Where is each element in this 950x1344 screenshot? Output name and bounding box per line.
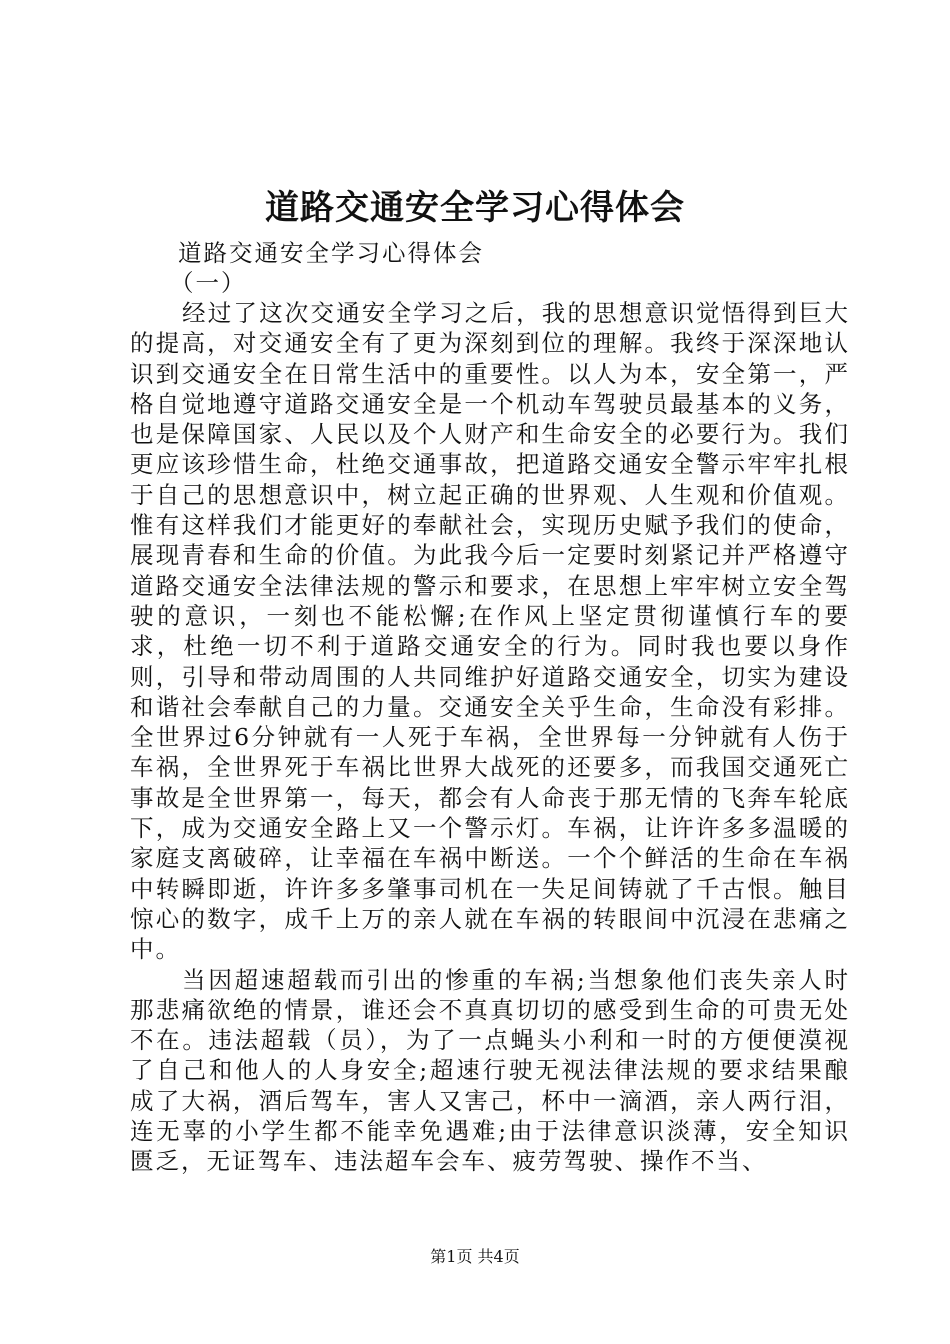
document-body (130, 238, 850, 1177)
section-label: （一） (170, 269, 247, 297)
document-title: 道路交通安全学习心得体会 (265, 188, 685, 228)
document-subtitle: 道路交通安全学习心得体会 (178, 239, 484, 267)
page-footer: 第1页 共4页 (430, 1247, 520, 1266)
body-paragraph-2: 当因超速超载而引出的惨重的车祸;当想象他们丧失亲人时那悲痛欲绝的情景，谁还会不真真切切的感受到生命的可贵无处不在。违法超载（员），为了一点蝇头小利和一时的方便便漠视了自己和他人的人身安全;超速行驶无视法律法规的要求结果酿成了大祸，酒后驾车，害人又害己，杯中一滴酒，亲人两行泪，连无辜的小学生都不能幸免遇难;由于法律意识淡薄，安全知识匮乏，无证驾车、违法超车会车、疲劳驾驶、操作不当、 (130, 965, 850, 1176)
body-paragraph-1: 经过了这次交通安全学习之后，我的思想意识觉悟得到巨大的提高，对交通安全有了更为深刻到位的理解。我终于深深地认识到交通安全在日常生活中的重要性。以人为本，安全第一，严格自觉地遵守道路交通安全是一个机动车驾驶员最基本的义务，也是保障国家、人民以及个人财产和生命安全的必要行为。我们更应该珍惜生命，杜绝交通事故，把道路交通安全警示牢牢扎根于自己的思想意识中，树立起正确的世界观、人生观和价值观。惟有这样我们才能更好的奉献社会，实现历史赋予我们的使命，展现青春和生命的价值。为此我今后一定要时刻紧记并严格遵守道路交通安全法律法规的警示和要求，在思想上牢牢树立安全驾驶的意识，一刻也不能松懈;在作风上坚定贯彻谨慎行车的要求，杜绝一切不利于道路交通安全的行为。同时我也要以身作则，引导和带动周围的人共同维护好道路交通安全，切实为建设和谐社会奉献自己的力量。交通安全关乎生命，生命没有彩排。全世界过6分钟就有一人死于车祸，全世界每一分钟就有人伤于车祸，全世界死于车祸比世界大战死的还要多，而我国交通死亡事故是全世界第一，每天，都会有人命丧于那无情的飞奔车轮底下，成为交通安全路上又一个警示灯。车祸，让许许多多温暖的家庭支离破碎，让幸福在车祸中断送。一个个鲜活的生命在车祸中转瞬即逝，许许多多肇事司机在一失足间铸就了千古恨。触目惊心的数字，成千上万的亲人就在车祸的转眼间中沉浸在悲痛之中。 (130, 299, 850, 964)
